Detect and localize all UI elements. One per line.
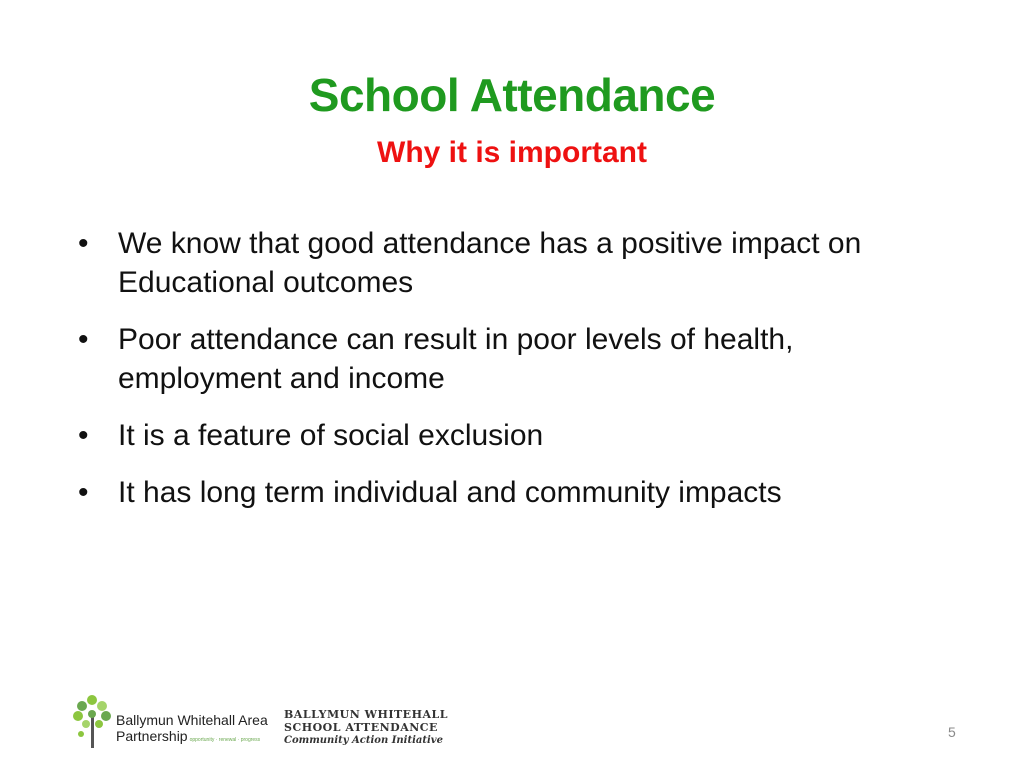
attendance-initiative-logo — [284, 708, 464, 748]
partnership-logo — [72, 694, 268, 750]
bullet-item: • Poor attendance can result in poor levels of health, employment and income — [78, 320, 958, 398]
page-number: 5 — [948, 724, 956, 740]
bullet-icon: • — [78, 419, 89, 452]
slide-subtitle: Why it is important — [377, 136, 647, 169]
bullet-item: • We know that good attendance has a positive impact on Educational outcomes — [78, 224, 958, 302]
partnership-tagline: opportunity · renewal · progress — [189, 737, 261, 743]
partnership-name: Ballymun Whitehall Area — [116, 712, 268, 728]
slide-title: School Attendance — [308, 69, 716, 121]
attendance-line3: Community Action Initiative — [284, 735, 443, 746]
bullet-item: • It is a feature of social exclusion — [78, 416, 958, 455]
bullet-list — [78, 224, 958, 530]
bullet-item: • It has long term individual and community impacts — [78, 473, 958, 512]
attendance-line2: SCHOOL ATTENDANCE — [284, 721, 438, 734]
tree-logo-icon — [72, 694, 114, 750]
bullet-icon: • — [78, 323, 89, 356]
bullet-icon: • — [78, 476, 89, 509]
bullet-icon: • — [78, 227, 89, 260]
partnership-name-line2: Partnership opportunity · renewal · progress — [116, 728, 261, 744]
attendance-line1: BALLYMUN WHITEHALL — [284, 708, 448, 721]
